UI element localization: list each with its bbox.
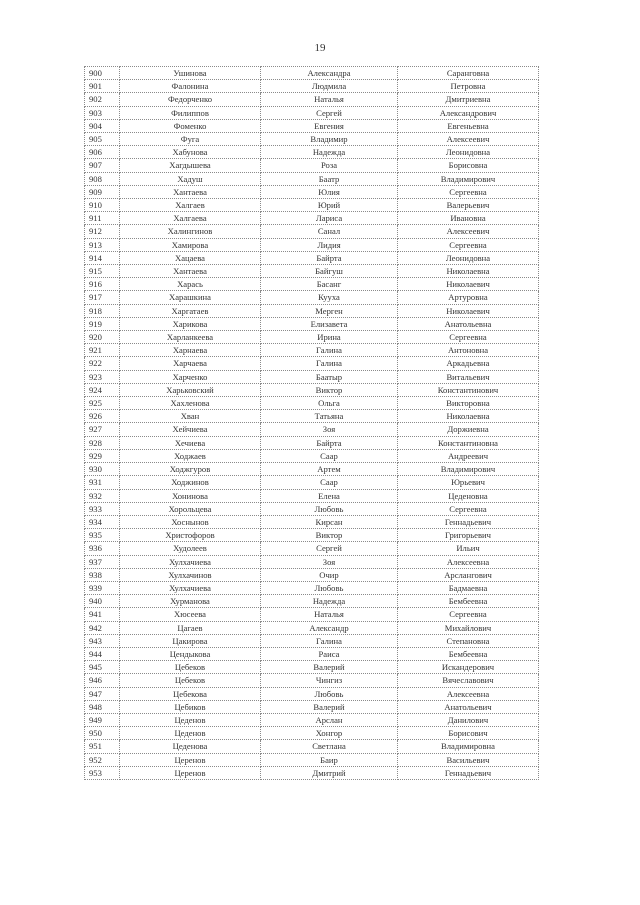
table-row	[85, 634, 539, 647]
first-name-cell: Наталья	[261, 608, 398, 621]
row-number: 938	[85, 568, 120, 581]
first-name-cell: Наталья	[261, 93, 398, 106]
patronymic-cell: Алексеевна	[398, 687, 539, 700]
row-number: 918	[85, 304, 120, 317]
first-name-cell: Хонгор	[261, 727, 398, 740]
surname-cell: Хулхачиева	[120, 581, 261, 594]
first-name-cell: Валерий	[261, 661, 398, 674]
first-name-cell: Владимир	[261, 133, 398, 146]
patronymic-cell: Александрович	[398, 106, 539, 119]
table-row	[85, 251, 539, 264]
table-row	[85, 489, 539, 502]
patronymic-cell: Вячеславович	[398, 674, 539, 687]
table-row	[85, 357, 539, 370]
surname-cell: Хечиева	[120, 436, 261, 449]
patronymic-cell: Константинович	[398, 383, 539, 396]
surname-cell: Харашкина	[120, 291, 261, 304]
surname-cell: Худолеев	[120, 542, 261, 555]
row-number: 924	[85, 383, 120, 396]
patronymic-cell: Саранговна	[398, 67, 539, 80]
patronymic-cell: Леонидовна	[398, 146, 539, 159]
first-name-cell: Галина	[261, 357, 398, 370]
row-number: 917	[85, 291, 120, 304]
first-name-cell: Лидия	[261, 238, 398, 251]
patronymic-cell: Викторовна	[398, 397, 539, 410]
page-number: 19	[314, 42, 326, 54]
first-name-cell: Александра	[261, 67, 398, 80]
patronymic-cell: Владимирович	[398, 172, 539, 185]
row-number: 932	[85, 489, 120, 502]
table-row	[85, 212, 539, 225]
row-number: 904	[85, 119, 120, 132]
first-name-cell: Байрта	[261, 251, 398, 264]
table-row	[85, 67, 539, 80]
patronymic-cell: Николаевич	[398, 278, 539, 291]
table-row	[85, 555, 539, 568]
surname-cell: Ушинова	[120, 67, 261, 80]
first-name-cell: Любовь	[261, 502, 398, 515]
first-name-cell: Саар	[261, 476, 398, 489]
surname-cell: Харчаева	[120, 357, 261, 370]
table-row	[85, 146, 539, 159]
table-row	[85, 476, 539, 489]
table-row	[85, 595, 539, 608]
row-number: 903	[85, 106, 120, 119]
first-name-cell: Виктор	[261, 383, 398, 396]
first-name-cell: Юрий	[261, 199, 398, 212]
first-name-cell: Мерген	[261, 304, 398, 317]
table-row	[85, 93, 539, 106]
table-row	[85, 410, 539, 423]
patronymic-cell: Васильевич	[398, 753, 539, 766]
first-name-cell: Елизавета	[261, 317, 398, 330]
table-row	[85, 383, 539, 396]
table-row	[85, 80, 539, 93]
row-number: 948	[85, 700, 120, 713]
first-name-cell: Ольга	[261, 397, 398, 410]
surname-cell: Филиппов	[120, 106, 261, 119]
row-number: 953	[85, 766, 120, 779]
surname-cell: Фоменко	[120, 119, 261, 132]
table-row	[85, 317, 539, 330]
first-name-cell: Зоя	[261, 423, 398, 436]
table-row	[85, 265, 539, 278]
patronymic-cell: Бембеевна	[398, 595, 539, 608]
row-number: 943	[85, 634, 120, 647]
surname-cell: Халингинов	[120, 225, 261, 238]
patronymic-cell: Степановна	[398, 634, 539, 647]
first-name-cell: Артем	[261, 463, 398, 476]
table-row	[85, 753, 539, 766]
surname-cell: Хахленова	[120, 397, 261, 410]
surname-cell: Хагдышева	[120, 159, 261, 172]
patronymic-cell: Бембеевна	[398, 647, 539, 660]
table-row	[85, 423, 539, 436]
patronymic-cell: Данилович	[398, 713, 539, 726]
table-row	[85, 568, 539, 581]
patronymic-cell: Валерьевич	[398, 199, 539, 212]
surname-cell: Хюсеева	[120, 608, 261, 621]
surname-cell: Цагаев	[120, 621, 261, 634]
table-row	[85, 515, 539, 528]
row-number: 937	[85, 555, 120, 568]
row-number: 915	[85, 265, 120, 278]
patronymic-cell: Алексеевич	[398, 133, 539, 146]
surname-cell: Цеденова	[120, 740, 261, 753]
row-number: 952	[85, 753, 120, 766]
table-row	[85, 344, 539, 357]
row-number: 900	[85, 67, 120, 80]
row-number: 908	[85, 172, 120, 185]
surname-cell: Ходжинов	[120, 476, 261, 489]
table-row	[85, 291, 539, 304]
row-number: 931	[85, 476, 120, 489]
surname-cell: Хонинова	[120, 489, 261, 502]
table-row	[85, 529, 539, 542]
patronymic-cell: Геннадьевич	[398, 515, 539, 528]
surname-cell: Харнаева	[120, 344, 261, 357]
first-name-cell: Галина	[261, 634, 398, 647]
patronymic-cell: Ильич	[398, 542, 539, 555]
row-number: 919	[85, 317, 120, 330]
first-name-cell: Александр	[261, 621, 398, 634]
surname-cell: Хантаева	[120, 185, 261, 198]
surname-cell: Цебеков	[120, 674, 261, 687]
patronymic-cell: Арслангович	[398, 568, 539, 581]
surname-cell: Хван	[120, 410, 261, 423]
patronymic-cell: Цеденовна	[398, 489, 539, 502]
first-name-cell: Ирина	[261, 331, 398, 344]
row-number: 934	[85, 515, 120, 528]
first-name-cell: Роза	[261, 159, 398, 172]
first-name-cell: Басанг	[261, 278, 398, 291]
table-row	[85, 449, 539, 462]
table-row	[85, 542, 539, 555]
table-row	[85, 199, 539, 212]
surname-cell: Хулхачинов	[120, 568, 261, 581]
surname-cell: Цебекова	[120, 687, 261, 700]
patronymic-cell: Михайлович	[398, 621, 539, 634]
patronymic-cell: Константиновна	[398, 436, 539, 449]
first-name-cell: Валерий	[261, 700, 398, 713]
surname-cell: Харченко	[120, 370, 261, 383]
table-row	[85, 304, 539, 317]
first-name-cell: Арслан	[261, 713, 398, 726]
first-name-cell: Надежда	[261, 595, 398, 608]
patronymic-cell: Петровна	[398, 80, 539, 93]
first-name-cell: Евгения	[261, 119, 398, 132]
row-number: 935	[85, 529, 120, 542]
patronymic-cell: Сергеевна	[398, 502, 539, 515]
surname-cell: Харикова	[120, 317, 261, 330]
table-row	[85, 502, 539, 515]
patronymic-cell: Геннадьевич	[398, 766, 539, 779]
patronymic-cell: Евгеньевна	[398, 119, 539, 132]
surname-cell: Халгаев	[120, 199, 261, 212]
first-name-cell: Дмитрий	[261, 766, 398, 779]
patronymic-cell: Борисовна	[398, 159, 539, 172]
first-name-cell: Байрта	[261, 436, 398, 449]
patronymic-cell: Николаевна	[398, 410, 539, 423]
patronymic-cell: Борисович	[398, 727, 539, 740]
surname-cell: Харгатаев	[120, 304, 261, 317]
first-name-cell: Кирсан	[261, 515, 398, 528]
first-name-cell: Юлия	[261, 185, 398, 198]
table-row	[85, 185, 539, 198]
surname-cell: Цеденов	[120, 713, 261, 726]
first-name-cell: Надежда	[261, 146, 398, 159]
first-name-cell: Людмила	[261, 80, 398, 93]
row-number: 916	[85, 278, 120, 291]
surname-cell: Хацаева	[120, 251, 261, 264]
table-row	[85, 106, 539, 119]
first-name-cell: Любовь	[261, 581, 398, 594]
surname-cell: Церенов	[120, 766, 261, 779]
row-number: 946	[85, 674, 120, 687]
surname-cell: Халгаева	[120, 212, 261, 225]
row-number: 941	[85, 608, 120, 621]
first-name-cell: Очир	[261, 568, 398, 581]
first-name-cell: Зоя	[261, 555, 398, 568]
patronymic-cell: Витальевич	[398, 370, 539, 383]
surname-cell: Фуга	[120, 133, 261, 146]
table-body	[85, 67, 539, 780]
first-name-cell: Баир	[261, 753, 398, 766]
table-row	[85, 647, 539, 660]
patronymic-cell: Анатольевна	[398, 317, 539, 330]
row-number: 914	[85, 251, 120, 264]
row-number: 933	[85, 502, 120, 515]
surname-cell: Харась	[120, 278, 261, 291]
patronymic-cell: Николаевна	[398, 265, 539, 278]
patronymic-cell: Андреевич	[398, 449, 539, 462]
row-number: 945	[85, 661, 120, 674]
row-number: 925	[85, 397, 120, 410]
table-row	[85, 713, 539, 726]
first-name-cell: Галина	[261, 344, 398, 357]
surname-cell: Федорченко	[120, 93, 261, 106]
surname-cell: Ходжгуров	[120, 463, 261, 476]
patronymic-cell: Сергеевна	[398, 331, 539, 344]
surname-cell: Хулхачиева	[120, 555, 261, 568]
row-number: 936	[85, 542, 120, 555]
patronymic-cell: Леонидовна	[398, 251, 539, 264]
surname-cell: Хорольцева	[120, 502, 261, 515]
row-number: 949	[85, 713, 120, 726]
row-number: 942	[85, 621, 120, 634]
first-name-cell: Татьяна	[261, 410, 398, 423]
name-list-table	[84, 66, 539, 780]
patronymic-cell: Аркадьевна	[398, 357, 539, 370]
table-row	[85, 159, 539, 172]
patronymic-cell: Николаевич	[398, 304, 539, 317]
patronymic-cell: Сергеевна	[398, 608, 539, 621]
row-number: 926	[85, 410, 120, 423]
patronymic-cell: Сергеевна	[398, 238, 539, 251]
row-number: 951	[85, 740, 120, 753]
patronymic-cell: Дмитриевна	[398, 93, 539, 106]
patronymic-cell: Антоновна	[398, 344, 539, 357]
surname-cell: Цебиков	[120, 700, 261, 713]
first-name-cell: Сергей	[261, 542, 398, 555]
table-row	[85, 621, 539, 634]
surname-cell: Цакирова	[120, 634, 261, 647]
table-row	[85, 436, 539, 449]
first-name-cell: Кууха	[261, 291, 398, 304]
row-number: 912	[85, 225, 120, 238]
patronymic-cell: Артуровна	[398, 291, 539, 304]
row-number: 906	[85, 146, 120, 159]
row-number: 920	[85, 331, 120, 344]
row-number: 944	[85, 647, 120, 660]
first-name-cell: Лариса	[261, 212, 398, 225]
surname-cell: Хадуш	[120, 172, 261, 185]
surname-cell: Хурманова	[120, 595, 261, 608]
surname-cell: Хантаева	[120, 265, 261, 278]
table-row	[85, 238, 539, 251]
first-name-cell: Байгуш	[261, 265, 398, 278]
row-number: 940	[85, 595, 120, 608]
patronymic-cell: Владимирович	[398, 463, 539, 476]
row-number: 921	[85, 344, 120, 357]
row-number: 922	[85, 357, 120, 370]
row-number: 939	[85, 581, 120, 594]
row-number: 930	[85, 463, 120, 476]
table-row	[85, 225, 539, 238]
row-number: 928	[85, 436, 120, 449]
surname-cell: Христофоров	[120, 529, 261, 542]
row-number: 901	[85, 80, 120, 93]
table-row	[85, 370, 539, 383]
surname-cell: Харланкеева	[120, 331, 261, 344]
row-number: 950	[85, 727, 120, 740]
table-row	[85, 674, 539, 687]
table-row	[85, 687, 539, 700]
row-number: 927	[85, 423, 120, 436]
patronymic-cell: Алексеевна	[398, 555, 539, 568]
surname-cell: Церенов	[120, 753, 261, 766]
patronymic-cell: Алексеевич	[398, 225, 539, 238]
first-name-cell: Виктор	[261, 529, 398, 542]
table-row	[85, 727, 539, 740]
surname-cell: Фалонина	[120, 80, 261, 93]
first-name-cell: Светлана	[261, 740, 398, 753]
surname-cell: Харьковский	[120, 383, 261, 396]
surname-cell: Хамирова	[120, 238, 261, 251]
surname-cell: Цебеков	[120, 661, 261, 674]
table-row	[85, 766, 539, 779]
row-number: 910	[85, 199, 120, 212]
row-number: 909	[85, 185, 120, 198]
patronymic-cell: Сергеевна	[398, 185, 539, 198]
table-row	[85, 331, 539, 344]
table-row	[85, 581, 539, 594]
table-row	[85, 740, 539, 753]
first-name-cell: Баатыр	[261, 370, 398, 383]
table-row	[85, 172, 539, 185]
patronymic-cell: Бадмаевна	[398, 581, 539, 594]
patronymic-cell: Григорьевич	[398, 529, 539, 542]
row-number: 902	[85, 93, 120, 106]
first-name-cell: Санал	[261, 225, 398, 238]
table-row	[85, 278, 539, 291]
first-name-cell: Чингиз	[261, 674, 398, 687]
table-row	[85, 133, 539, 146]
table-row	[85, 608, 539, 621]
row-number: 913	[85, 238, 120, 251]
first-name-cell: Саар	[261, 449, 398, 462]
first-name-cell: Елена	[261, 489, 398, 502]
first-name-cell: Раиса	[261, 647, 398, 660]
surname-cell: Хейчиева	[120, 423, 261, 436]
first-name-cell: Сергей	[261, 106, 398, 119]
patronymic-cell: Искандерович	[398, 661, 539, 674]
surname-cell: Ходжаев	[120, 449, 261, 462]
patronymic-cell: Доржиевна	[398, 423, 539, 436]
table-row	[85, 700, 539, 713]
row-number: 905	[85, 133, 120, 146]
row-number: 929	[85, 449, 120, 462]
patronymic-cell: Владимировна	[398, 740, 539, 753]
surname-cell: Цендыкова	[120, 647, 261, 660]
patronymic-cell: Ивановна	[398, 212, 539, 225]
table-row	[85, 397, 539, 410]
patronymic-cell: Анатольевич	[398, 700, 539, 713]
row-number: 907	[85, 159, 120, 172]
patronymic-cell: Юрьевич	[398, 476, 539, 489]
table-row	[85, 463, 539, 476]
first-name-cell: Баатр	[261, 172, 398, 185]
first-name-cell: Любовь	[261, 687, 398, 700]
row-number: 947	[85, 687, 120, 700]
row-number: 923	[85, 370, 120, 383]
table-row	[85, 661, 539, 674]
surname-cell: Хоснынов	[120, 515, 261, 528]
table-row	[85, 119, 539, 132]
surname-cell: Цеденов	[120, 727, 261, 740]
surname-cell: Хабунова	[120, 146, 261, 159]
row-number: 911	[85, 212, 120, 225]
